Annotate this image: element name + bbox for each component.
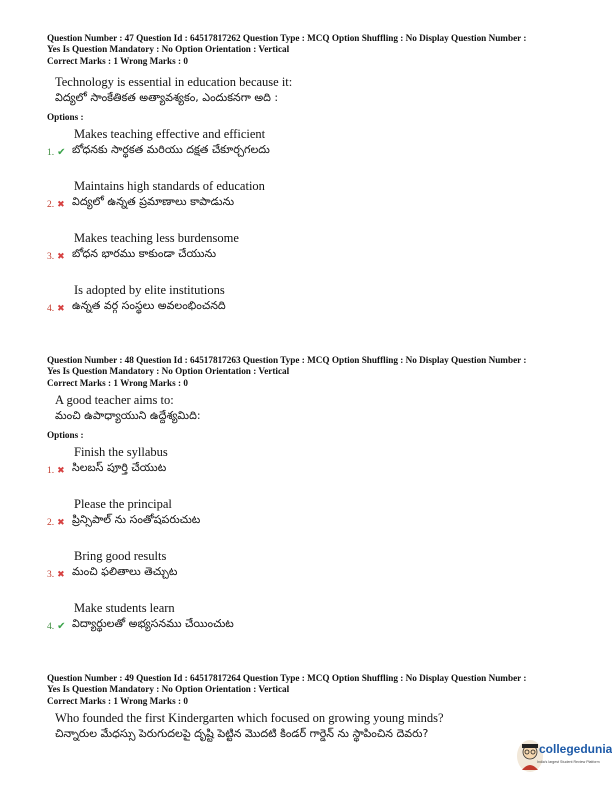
meta-line1: Question Number : 49 Question Id : 64517817264 Question Type : MCQ Option Shuffling : No Display Question Number : [47, 673, 527, 683]
marks-line: Correct Marks : 1 Wrong Marks : 0 [47, 695, 188, 706]
question-stem [55, 393, 587, 423]
option-text-en: Bring good results [74, 549, 167, 564]
option-text-te: ప్రిన్సిపాల్ ను సంతోషపరుచుట [72, 513, 201, 527]
option-text-te: బోధన భారము కాకుండా చేయును [72, 247, 216, 261]
stem-english: Who founded the first Kindergarten which focused on growing young minds? [55, 711, 444, 726]
check-icon: ✔ [57, 621, 66, 633]
question-49 [47, 673, 587, 741]
option-text-te: బోధనకు సార్థకత మరియు దక్షత చేకూర్చగలదు [72, 143, 270, 157]
option-4[interactable] [47, 283, 587, 335]
option-text-en: Finish the syllabus [74, 445, 168, 460]
option-number: 4. ✔ [47, 621, 66, 633]
meta-line2: Yes Is Question Mandatory : No Option Orientation : Vertical [47, 44, 290, 55]
meta-line2: Yes Is Question Mandatory : No Option Orientation : Vertical [47, 684, 290, 695]
cross-icon: ✖ [57, 199, 65, 210]
option-text-en: Please the principal [74, 497, 172, 512]
collegedunia-logo [517, 738, 612, 784]
option-number: 3. ✖ [47, 569, 65, 581]
option-number: 1. ✖ [47, 465, 65, 477]
cross-icon: ✖ [57, 465, 65, 476]
option-text-en: Makes teaching effective and efficient [74, 127, 266, 142]
meta-line2: Yes Is Question Mandatory : No Option Orientation : Vertical [47, 366, 290, 377]
options-label: Options : [47, 430, 84, 441]
option-text-te: మంచి ఫలితాలు తెచ్చుట [72, 565, 178, 579]
cross-icon: ✖ [57, 303, 65, 314]
question-stem [55, 711, 587, 741]
option-1[interactable] [47, 127, 587, 179]
option-text-te: సిలబస్ పూర్తి చేయుట [72, 461, 167, 475]
option-text-te: ఉన్నత వర్గ సంస్థలు అవలంభించనది [72, 299, 226, 313]
option-2[interactable] [47, 179, 587, 231]
options-label: Options : [47, 112, 84, 123]
option-3[interactable] [47, 231, 587, 283]
marks-line: Correct Marks : 1 Wrong Marks : 0 [47, 55, 188, 66]
cross-icon: ✖ [57, 251, 65, 262]
cross-icon: ✖ [57, 569, 65, 580]
question-meta [47, 673, 587, 707]
check-icon: ✔ [57, 147, 66, 159]
question-meta [47, 355, 587, 389]
option-number: 1. ✔ [47, 147, 66, 159]
meta-line1: Question Number : 48 Question Id : 64517817263 Question Type : MCQ Option Shuffling : No Display Question Number : [47, 355, 527, 365]
option-number: 4. ✖ [47, 303, 65, 315]
logo-tagline: India's largest Student Review Platform [537, 760, 600, 764]
cross-icon: ✖ [57, 517, 65, 528]
option-3[interactable] [47, 549, 587, 601]
option-number: 2. ✖ [47, 199, 65, 211]
option-number: 2. ✖ [47, 517, 65, 529]
stem-telugu: విద్యలో సాంకేతికత అత్యావశ్యకం, ఎందుకనగా అది : [55, 91, 279, 105]
option-number: 3. ✖ [47, 251, 65, 263]
option-text-en: Maintains high standards of education [74, 179, 265, 194]
stem-english: Technology is essential in education because it: [55, 75, 293, 90]
question-meta [47, 33, 587, 67]
question-47 [47, 33, 587, 335]
stem-telugu: మంచి ఉపాధ్యాయుని ఉద్దేశ్యమిది: [55, 409, 201, 423]
stem-telugu: చిన్నారుల మేధస్సు పెరుగుదలపై దృష్టి పెట్టిన మొదటి కిండర్ గార్డెన్ ను స్థాపించిన దెవరు? [55, 727, 429, 741]
stem-english: A good teacher aims to: [55, 393, 174, 408]
option-text-en: Makes teaching less burdensome [74, 231, 239, 246]
logo-name: collegedunia [539, 742, 612, 756]
option-2[interactable] [47, 497, 587, 549]
option-text-te: విద్యలో ఉన్నత ప్రమాణాలు కాపాడును [72, 195, 235, 209]
option-1[interactable] [47, 445, 587, 497]
marks-line: Correct Marks : 1 Wrong Marks : 0 [47, 377, 188, 388]
question-stem [55, 75, 587, 105]
options-list [47, 445, 587, 653]
question-48 [47, 355, 587, 653]
meta-line1: Question Number : 47 Question Id : 64517817262 Question Type : MCQ Option Shuffling : No Display Question Number : [47, 33, 527, 43]
option-text-te: విద్యార్థులతో అభ్యసనము చేయించుట [72, 617, 234, 631]
option-text-en: Make students learn [74, 601, 175, 616]
option-4[interactable] [47, 601, 587, 653]
option-text-en: Is adopted by elite institutions [74, 283, 225, 298]
options-list [47, 127, 587, 335]
